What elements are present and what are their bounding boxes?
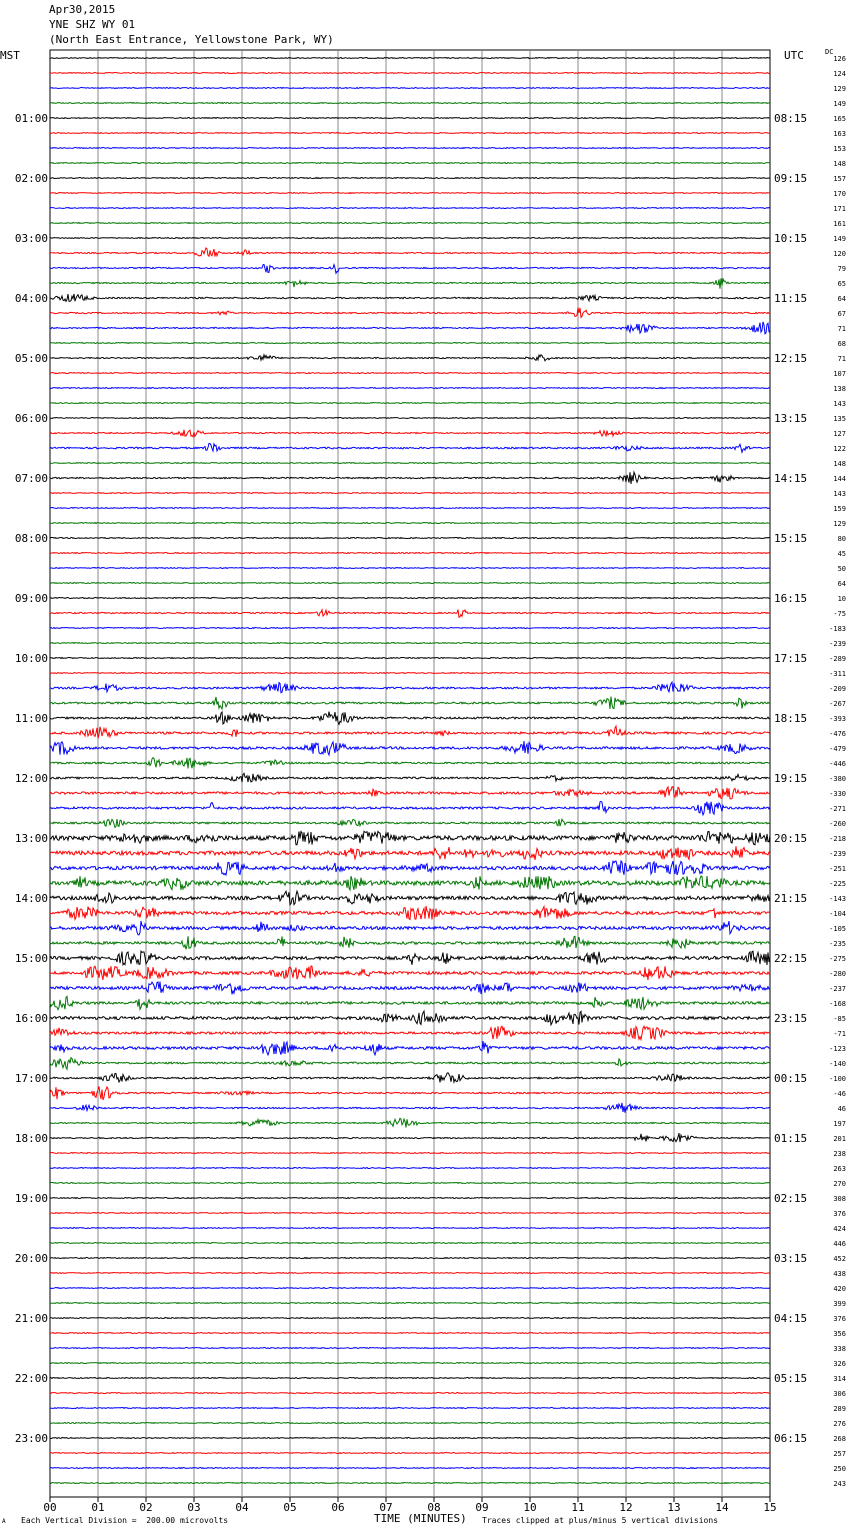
seismic-trace bbox=[50, 1393, 770, 1394]
dc-offset-label: -446 bbox=[829, 760, 846, 768]
utc-hour-label: 02:15 bbox=[774, 1192, 808, 1205]
dc-offset-label: -330 bbox=[829, 790, 846, 798]
dc-offset-label: -380 bbox=[829, 775, 846, 783]
utc-hour-label: 16:15 bbox=[774, 592, 808, 605]
seismic-trace bbox=[50, 178, 770, 179]
seismic-trace bbox=[50, 1363, 770, 1364]
x-tick-label: 15 bbox=[763, 1501, 777, 1514]
mst-hour-label: 01:00 bbox=[14, 112, 48, 125]
x-tick-label: 04 bbox=[235, 1501, 249, 1514]
plot-date: Apr30,2015 bbox=[49, 3, 116, 16]
dc-offset-label: -183 bbox=[829, 625, 846, 633]
seismic-trace bbox=[50, 741, 770, 755]
utc-hour-label: 21:15 bbox=[774, 892, 808, 905]
seismic-trace bbox=[50, 628, 770, 629]
dc-offset-label: 135 bbox=[833, 415, 846, 423]
mst-hour-label: 04:00 bbox=[14, 292, 48, 305]
seismic-trace bbox=[50, 1026, 770, 1039]
dc-offset-label: -275 bbox=[829, 955, 846, 963]
seismic-trace bbox=[50, 712, 770, 725]
dc-offset-label: 338 bbox=[833, 1345, 846, 1353]
mst-hour-label: 22:00 bbox=[14, 1372, 48, 1385]
utc-hour-label: 09:15 bbox=[774, 172, 808, 185]
dc-offset-label: -479 bbox=[829, 745, 846, 753]
clipping-note: Traces clipped at plus/minus 5 vertical divisions bbox=[482, 1516, 719, 1525]
mst-hour-label: 11:00 bbox=[14, 712, 48, 725]
seismic-trace bbox=[50, 193, 770, 194]
seismic-trace bbox=[50, 373, 770, 374]
seismic-trace bbox=[50, 876, 770, 890]
utc-hour-label: 19:15 bbox=[774, 772, 808, 785]
dc-offset-label: 148 bbox=[833, 160, 846, 168]
dc-offset-label: 326 bbox=[833, 1360, 846, 1368]
dc-offset-label: 144 bbox=[833, 475, 846, 483]
seismic-trace bbox=[50, 463, 770, 464]
utc-hour-label: 14:15 bbox=[774, 472, 808, 485]
dc-offset-label: 126 bbox=[833, 55, 846, 63]
dc-offset-label: -251 bbox=[829, 865, 846, 873]
seismic-trace bbox=[50, 163, 770, 164]
x-tick-label: 09 bbox=[475, 1501, 489, 1514]
seismic-trace bbox=[50, 133, 770, 134]
mst-hour-label: 20:00 bbox=[14, 1252, 48, 1265]
seismic-trace bbox=[50, 697, 770, 710]
utc-hour-label: 15:15 bbox=[774, 532, 808, 545]
mst-hour-label: 19:00 bbox=[14, 1192, 48, 1205]
mst-label: MST bbox=[0, 49, 20, 62]
mst-hour-label: 06:00 bbox=[14, 412, 48, 425]
dc-offset-label: 46 bbox=[837, 1105, 846, 1113]
utc-hour-label: 20:15 bbox=[774, 832, 808, 845]
utc-hour-label: 04:15 bbox=[774, 1312, 808, 1325]
seismic-trace bbox=[50, 238, 770, 239]
seismic-trace bbox=[50, 103, 770, 104]
dc-offset-label: 446 bbox=[833, 1240, 846, 1248]
dc-offset-label: 270 bbox=[833, 1180, 846, 1188]
seismic-trace bbox=[50, 538, 770, 539]
seismic-trace bbox=[50, 951, 770, 965]
dc-offset-label: 263 bbox=[833, 1165, 846, 1173]
dc-offset-label: 68 bbox=[837, 340, 846, 348]
dc-offset-label: 129 bbox=[833, 520, 846, 528]
utc-hour-label: 10:15 bbox=[774, 232, 808, 245]
utc-label: UTC bbox=[784, 49, 804, 62]
x-tick-label: 05 bbox=[283, 1501, 297, 1514]
mst-hour-label: 23:00 bbox=[14, 1432, 48, 1445]
seismic-trace bbox=[50, 472, 770, 484]
seismic-trace bbox=[50, 443, 770, 452]
dc-offset-label: 107 bbox=[833, 370, 846, 378]
station-code: YNE SHZ WY 01 bbox=[49, 18, 136, 31]
seismic-trace bbox=[50, 1041, 770, 1055]
seismic-trace bbox=[50, 208, 770, 209]
seismic-trace bbox=[50, 801, 770, 815]
dc-offset-label: -71 bbox=[833, 1030, 846, 1038]
x-tick-label: 14 bbox=[715, 1501, 729, 1514]
x-tick-label: 12 bbox=[619, 1501, 633, 1514]
dc-offset-label: -140 bbox=[829, 1060, 846, 1068]
dc-offset-label: 268 bbox=[833, 1435, 846, 1443]
seismic-trace bbox=[50, 1303, 770, 1304]
dc-offset-label: -100 bbox=[829, 1075, 846, 1083]
mst-hour-label: 13:00 bbox=[14, 832, 48, 845]
utc-hour-label: 12:15 bbox=[774, 352, 808, 365]
dc-offset-label: 356 bbox=[833, 1330, 846, 1338]
seismic-trace bbox=[50, 308, 770, 318]
seismic-trace bbox=[50, 388, 770, 389]
seismic-trace bbox=[50, 1288, 770, 1289]
dc-label: DC bbox=[825, 48, 834, 56]
dc-offset-label: -239 bbox=[829, 640, 846, 648]
dc-offset-label: 143 bbox=[833, 490, 846, 498]
utc-hour-label: 23:15 bbox=[774, 1012, 808, 1025]
seismic-trace bbox=[50, 568, 770, 569]
seismic-trace bbox=[50, 1273, 770, 1274]
x-tick-label: 10 bbox=[523, 1501, 537, 1514]
dc-offset-label: 424 bbox=[833, 1225, 846, 1233]
seismic-trace bbox=[50, 1333, 770, 1334]
dc-offset-label: 120 bbox=[833, 250, 846, 258]
dc-offset-label: 124 bbox=[833, 70, 846, 78]
dc-offset-label: 161 bbox=[833, 220, 846, 228]
seismic-trace bbox=[50, 787, 770, 799]
dc-offset-label: 243 bbox=[833, 1480, 846, 1488]
mst-hour-label: 07:00 bbox=[14, 472, 48, 485]
dc-offset-label: -46 bbox=[833, 1090, 846, 1098]
dc-offset-label: 314 bbox=[833, 1375, 846, 1383]
dc-offset-label: -271 bbox=[829, 805, 846, 813]
dc-offset-label: 149 bbox=[833, 100, 846, 108]
seismic-trace bbox=[50, 1453, 770, 1454]
dc-offset-label: 420 bbox=[833, 1285, 846, 1293]
dc-offset-label: 71 bbox=[837, 325, 846, 333]
dc-offset-label: -476 bbox=[829, 730, 846, 738]
seismic-trace bbox=[50, 148, 770, 149]
seismic-trace bbox=[50, 819, 770, 827]
seismic-trace bbox=[50, 996, 770, 1009]
seismic-trace bbox=[50, 294, 770, 301]
seismic-trace bbox=[50, 1408, 770, 1409]
seismic-trace bbox=[50, 1483, 770, 1484]
x-tick-label: 11 bbox=[571, 1501, 585, 1514]
dc-offset-label: 157 bbox=[833, 175, 846, 183]
seismic-trace bbox=[50, 1378, 770, 1379]
mst-hour-label: 12:00 bbox=[14, 772, 48, 785]
seismic-trace bbox=[50, 726, 770, 738]
seismic-trace bbox=[50, 773, 770, 782]
utc-hour-label: 08:15 bbox=[774, 112, 808, 125]
dc-offset-label: 159 bbox=[833, 505, 846, 513]
seismic-trace bbox=[50, 553, 770, 554]
mst-hour-label: 08:00 bbox=[14, 532, 48, 545]
dc-offset-label: -218 bbox=[829, 835, 846, 843]
x-tick-label: 03 bbox=[187, 1501, 201, 1514]
seismic-trace bbox=[50, 1213, 770, 1214]
dc-offset-label: -225 bbox=[829, 880, 846, 888]
dc-offset-label: 308 bbox=[833, 1195, 846, 1203]
dc-offset-label: -143 bbox=[829, 895, 846, 903]
dc-offset-label: 163 bbox=[833, 130, 846, 138]
seismic-trace bbox=[50, 861, 770, 875]
dc-offset-label: 10 bbox=[837, 595, 846, 603]
seismic-trace bbox=[50, 1243, 770, 1244]
dc-offset-label: 376 bbox=[833, 1210, 846, 1218]
dc-offset-label: -311 bbox=[829, 670, 846, 678]
dc-offset-label: -168 bbox=[829, 1000, 846, 1008]
utc-hour-label: 00:15 bbox=[774, 1072, 808, 1085]
x-tick-label: 01 bbox=[91, 1501, 105, 1514]
mst-hour-label: 21:00 bbox=[14, 1312, 48, 1325]
dc-offset-label: 79 bbox=[837, 265, 846, 273]
x-tick-label: 00 bbox=[43, 1501, 57, 1514]
mst-hour-label: 02:00 bbox=[14, 172, 48, 185]
dc-offset-label: 276 bbox=[833, 1420, 846, 1428]
dc-offset-label: 257 bbox=[833, 1450, 846, 1458]
dc-offset-label: 306 bbox=[833, 1390, 846, 1398]
seismic-trace bbox=[50, 891, 770, 905]
dc-offset-label: -209 bbox=[829, 685, 846, 693]
seismic-trace bbox=[50, 936, 770, 949]
seismic-trace bbox=[50, 1103, 770, 1113]
utc-hour-label: 18:15 bbox=[774, 712, 808, 725]
mst-hour-label: 14:00 bbox=[14, 892, 48, 905]
dc-offset-label: 238 bbox=[833, 1150, 846, 1158]
seismic-trace bbox=[50, 418, 770, 419]
mst-hour-label: 16:00 bbox=[14, 1012, 48, 1025]
seismic-trace bbox=[50, 1153, 770, 1154]
dc-offset-label: 50 bbox=[837, 565, 846, 573]
dc-offset-label: 127 bbox=[833, 430, 846, 438]
dc-offset-label: -105 bbox=[829, 925, 846, 933]
dc-offset-label: -239 bbox=[829, 850, 846, 858]
seismic-trace bbox=[50, 682, 770, 693]
dc-offset-label: 171 bbox=[833, 205, 846, 213]
utc-hour-label: 13:15 bbox=[774, 412, 808, 425]
seismic-trace bbox=[50, 88, 770, 89]
dc-offset-label: 165 bbox=[833, 115, 846, 123]
dc-offset-label: 80 bbox=[837, 535, 846, 543]
seismic-trace bbox=[50, 278, 770, 288]
seismic-trace bbox=[50, 1168, 770, 1169]
utc-hour-label: 06:15 bbox=[774, 1432, 808, 1445]
seismic-trace bbox=[50, 265, 770, 274]
seismic-trace bbox=[50, 658, 770, 659]
mst-hour-label: 03:00 bbox=[14, 232, 48, 245]
seismic-trace bbox=[50, 430, 770, 437]
seismic-trace bbox=[50, 1423, 770, 1424]
dc-offset-label: 138 bbox=[833, 385, 846, 393]
seismic-trace bbox=[50, 1011, 770, 1025]
seismic-trace bbox=[50, 1348, 770, 1349]
seismic-trace bbox=[50, 1073, 770, 1083]
dc-offset-label: -237 bbox=[829, 985, 846, 993]
dc-offset-label: 452 bbox=[833, 1255, 846, 1263]
utc-hour-label: 03:15 bbox=[774, 1252, 808, 1265]
seismic-trace bbox=[50, 966, 770, 980]
mst-hour-label: 18:00 bbox=[14, 1132, 48, 1145]
seismic-trace bbox=[50, 673, 770, 674]
mst-hour-label: 10:00 bbox=[14, 652, 48, 665]
dc-offset-label: 65 bbox=[837, 280, 846, 288]
dc-offset-label: -393 bbox=[829, 715, 846, 723]
dc-offset-label: 197 bbox=[833, 1120, 846, 1128]
x-tick-label: 13 bbox=[667, 1501, 681, 1514]
x-tick-label: 08 bbox=[427, 1501, 441, 1514]
dc-offset-label: -75 bbox=[833, 610, 846, 618]
mst-hour-label: 17:00 bbox=[14, 1072, 48, 1085]
dc-offset-label: 67 bbox=[837, 310, 846, 318]
seismic-trace bbox=[50, 403, 770, 404]
dc-offset-label: -235 bbox=[829, 940, 846, 948]
seismic-trace bbox=[50, 1318, 770, 1319]
seismic-trace bbox=[50, 921, 770, 935]
seismic-trace bbox=[50, 1183, 770, 1184]
seismic-trace bbox=[50, 223, 770, 224]
seismic-trace bbox=[50, 1258, 770, 1259]
seismic-trace bbox=[50, 982, 770, 995]
dc-offset-label: 170 bbox=[833, 190, 846, 198]
dc-offset-label: -104 bbox=[829, 910, 846, 918]
seismic-trace bbox=[50, 846, 770, 860]
dc-offset-label: 289 bbox=[833, 1405, 846, 1413]
utc-hour-label: 22:15 bbox=[774, 952, 808, 965]
dc-offset-label: 71 bbox=[837, 355, 846, 363]
seismic-trace bbox=[50, 355, 770, 361]
dc-offset-label: 201 bbox=[833, 1135, 846, 1143]
dc-offset-label: -260 bbox=[829, 820, 846, 828]
seismic-trace bbox=[50, 610, 770, 618]
dc-offset-label: 376 bbox=[833, 1315, 846, 1323]
dc-offset-label: 64 bbox=[837, 580, 846, 588]
dc-offset-label: -289 bbox=[829, 655, 846, 663]
seismic-trace bbox=[50, 523, 770, 524]
dc-offset-label: 143 bbox=[833, 400, 846, 408]
x-axis-title: TIME (MINUTES) bbox=[374, 1512, 467, 1525]
dc-offset-label: 64 bbox=[837, 295, 846, 303]
seismic-trace bbox=[50, 322, 770, 334]
x-tick-label: 07 bbox=[379, 1501, 393, 1514]
utc-hour-label: 17:15 bbox=[774, 652, 808, 665]
seismic-trace bbox=[50, 906, 770, 919]
seismic-trace bbox=[50, 1086, 770, 1100]
dc-offset-label: 122 bbox=[833, 445, 846, 453]
dc-offset-label: 438 bbox=[833, 1270, 846, 1278]
seismic-trace bbox=[50, 343, 770, 344]
seismic-trace bbox=[50, 643, 770, 644]
seismic-trace bbox=[50, 118, 770, 119]
utc-hour-label: 11:15 bbox=[774, 292, 808, 305]
seismic-trace bbox=[50, 758, 770, 769]
x-tick-label: 06 bbox=[331, 1501, 345, 1514]
seismic-trace bbox=[50, 58, 770, 59]
seismic-trace bbox=[50, 598, 770, 599]
seismic-trace bbox=[50, 1228, 770, 1229]
scale-mark: A bbox=[2, 1518, 6, 1525]
seismic-trace bbox=[50, 508, 770, 509]
dc-offset-label: -123 bbox=[829, 1045, 846, 1053]
dc-offset-label: -267 bbox=[829, 700, 846, 708]
dc-offset-label: 153 bbox=[833, 145, 846, 153]
seismic-trace bbox=[50, 493, 770, 494]
dc-offset-label: 250 bbox=[833, 1465, 846, 1473]
dc-offset-label: -280 bbox=[829, 970, 846, 978]
station-location: (North East Entrance, Yellowstone Park, WY) bbox=[49, 33, 334, 46]
seismic-trace bbox=[50, 248, 770, 257]
mst-hour-label: 05:00 bbox=[14, 352, 48, 365]
seismic-trace bbox=[50, 1118, 770, 1127]
seismic-trace bbox=[50, 1058, 770, 1070]
seismic-trace bbox=[50, 583, 770, 584]
utc-hour-label: 05:15 bbox=[774, 1372, 808, 1385]
dc-offset-label: -85 bbox=[833, 1015, 846, 1023]
seismic-trace bbox=[50, 831, 770, 845]
mst-hour-label: 15:00 bbox=[14, 952, 48, 965]
seismic-trace bbox=[50, 73, 770, 74]
mst-hour-label: 09:00 bbox=[14, 592, 48, 605]
dc-offset-label: 129 bbox=[833, 85, 846, 93]
vertical-division-note: Each Vertical Division = 200.00 microvolts bbox=[21, 1516, 229, 1525]
x-tick-label: 02 bbox=[139, 1501, 153, 1514]
dc-offset-label: 148 bbox=[833, 460, 846, 468]
seismic-trace bbox=[50, 1438, 770, 1439]
dc-offset-label: 45 bbox=[837, 550, 846, 558]
seismic-trace bbox=[50, 1198, 770, 1199]
dc-offset-label: 149 bbox=[833, 235, 846, 243]
utc-hour-label: 01:15 bbox=[774, 1132, 808, 1145]
seismic-trace bbox=[50, 1468, 770, 1469]
dc-offset-label: 399 bbox=[833, 1300, 846, 1308]
seismic-trace bbox=[50, 1133, 770, 1142]
